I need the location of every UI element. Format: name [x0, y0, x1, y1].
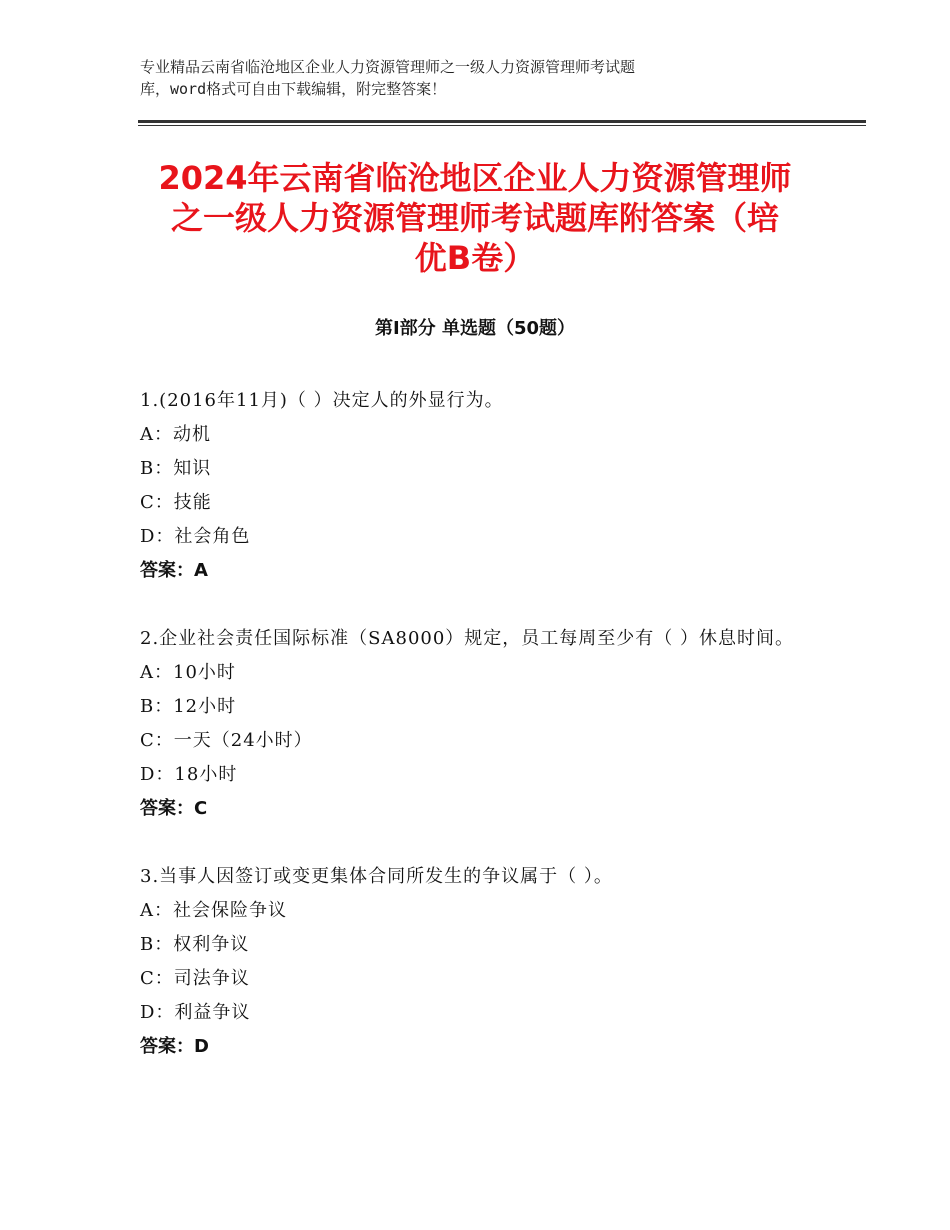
document-title: [140, 158, 810, 278]
option-b: B：12小时: [140, 696, 237, 717]
option-b: B：权利争议: [140, 934, 250, 955]
option-d: D：社会角色: [140, 526, 251, 547]
option-a: A：10小时: [140, 662, 236, 683]
question-1: [140, 384, 810, 588]
header-divider-thin: [138, 125, 866, 126]
header-note: [140, 56, 780, 100]
question-stem: 2.企业社会责任国际标准（SA8000）规定，员工每周至少有（ ）休息时间。: [140, 628, 795, 649]
question-3: [140, 860, 810, 1064]
question-stem: 1.(2016年11月)（ ）决定人的外显行为。: [140, 390, 504, 411]
header-divider-thick: [138, 120, 866, 123]
option-c: C：一天（24小时）: [140, 730, 313, 751]
option-b: B：知识: [140, 458, 212, 479]
question-list: [140, 384, 810, 1098]
option-d: D：18小时: [140, 764, 238, 785]
document-title-line-3: 优B卷）: [414, 239, 536, 277]
document-title-line-2: 之一级人力资源管理师考试题库附答案（培: [170, 199, 779, 237]
section-heading: 第Ⅰ部分 单选题（50题）: [374, 318, 575, 339]
option-c: C：司法争议: [140, 968, 250, 989]
document-title-line-1: 2024年云南省临沧地区企业人力资源管理师: [158, 159, 792, 197]
option-a: A：社会保险争议: [140, 900, 287, 921]
option-c: C：技能: [140, 492, 212, 513]
answer-label: 答案：A: [140, 560, 208, 581]
option-d: D：利益争议: [140, 1002, 251, 1023]
answer-label: 答案：D: [140, 1036, 209, 1057]
option-a: A：动机: [140, 424, 211, 445]
answer-label: 答案：C: [140, 798, 208, 819]
question-stem: 3.当事人因签订或变更集体合同所发生的争议属于（ ）。: [140, 866, 613, 887]
header-note-line-1: 专业精品云南省临沧地区企业人力资源管理师之一级人力资源管理师考试题: [140, 58, 636, 76]
header-note-line-2: 库，word格式可自由下载编辑，附完整答案！: [140, 80, 447, 98]
question-2: [140, 622, 810, 826]
